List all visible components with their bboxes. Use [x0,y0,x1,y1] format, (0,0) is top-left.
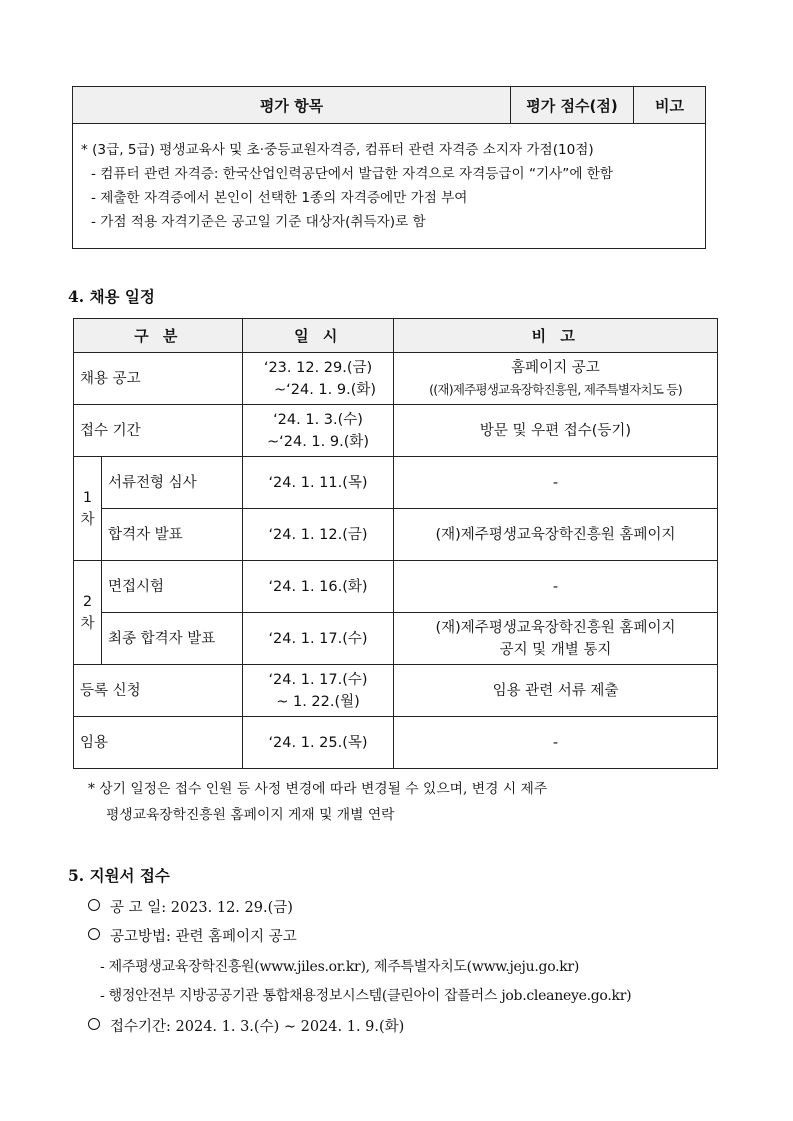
row-date: ‘24. 1. 11.(목) [243,457,394,509]
site-line: - 제주평생교육장학진흥원(www.jiles.or.kr), 제주특별자치도(www.jeju.go.kr) [100,959,580,975]
row-label: 등록 신청 [74,665,243,717]
eval-header-score: 평가 점수(점) [511,87,634,124]
date-line: ‘24. 1. 3.(수) [273,411,363,428]
eval-line: - 컴퓨터 관련 자격증: 한국산업인력공단에서 발급한 자격으로 자격등급이 “기사”에 한함 [91,166,614,182]
eval-bonus-cell [73,124,706,249]
row-label: 면접시험 [102,561,243,613]
row-label: 서류전형 심사 [102,457,243,509]
row-label: 최종 합격자 발표 [102,613,243,665]
row-date: ‘24. 1. 25.(목) [243,717,394,769]
row-date: ‘24. 1. 16.(화) [243,561,394,613]
group-2nd [74,561,102,665]
row-date: ‘24. 1. 17.(수) [243,613,394,665]
row-note: 방문 및 우편 접수(등기) [394,405,718,457]
group-1st [74,457,102,561]
eval-header-item: 평가 항목 [73,87,511,124]
row-label: 임용 [74,717,243,769]
note-line: ((재)제주평생교육장학진흥원, 제주특별자치도 등) [429,381,682,397]
note-line: 홈페이지 공고 [511,359,600,376]
eval-line: - 제출한 자격증에서 본인이 선택한 1종의 자격증에만 가점 부여 [91,190,468,206]
row-note [394,353,718,405]
date-line: ~‘24. 1. 9.(화) [274,381,377,398]
date-line: ‘23. 12. 29.(금) [263,359,373,376]
eval-line: * (3급, 5급) 평생교육사 및 초·중등교원자격증, 컴퓨터 관련 자격증 소지자 가점(10점) [81,142,594,158]
note-line: 공지 및 개별 통지 [499,641,612,658]
group-line: 차 [80,615,95,632]
row-date [243,353,394,405]
date-line: ~‘24. 1. 9.(화) [267,433,370,450]
table-row [74,561,718,613]
group-line: 2 [82,593,93,610]
announce-date [88,896,293,917]
table-row [74,457,718,509]
section-4-title: 4. 채용 일정 [68,287,155,306]
group-line: 1 [82,489,93,506]
announce-method-text: 공고방법: 관련 홈페이지 공고 [110,929,297,945]
eval-line: - 가점 적용 자격기준은 공고일 기준 대상자(취득자)로 함 [91,214,426,230]
date-line: ‘24. 1. 17.(수) [268,671,368,688]
row-note: - [394,457,718,509]
announce-date-text: 공 고 일: 2023. 12. 29.(금) [110,900,293,916]
group-line: 차 [80,511,95,528]
footnote-line: 평생교육장학진흥원 홈페이지 게재 및 개별 연락 [106,807,395,823]
schedule-header-date: 일 시 [243,319,394,353]
schedule-header-note: 비 고 [394,319,718,353]
row-label: 접수 기간 [74,405,243,457]
row-date: ‘24. 1. 12.(금) [243,509,394,561]
date-line: ~ 1. 22.(월) [276,693,360,710]
schedule-table [73,318,718,769]
section-5-title: 5. 지원서 접수 [68,866,170,885]
table-row [74,613,718,665]
row-date [243,665,394,717]
application-period [88,1015,404,1036]
evaluation-table [72,86,706,249]
table-row [74,717,718,769]
table-row [74,509,718,561]
row-note: 임용 관련 서류 제출 [394,665,718,717]
footnote-line: * 상기 일정은 접수 인원 등 사정 변경에 따라 변경될 수 있으며, 변경 시 제주 [88,781,548,797]
circle-bullet-icon [88,928,100,940]
eval-header-note: 비고 [634,87,706,124]
row-date [243,405,394,457]
announce-method [88,925,297,946]
table-row [74,405,718,457]
row-note [394,613,718,665]
row-note: (재)제주평생교육장학진흥원 홈페이지 [394,509,718,561]
row-note: - [394,561,718,613]
site-line: - 행정안전부 지방공공기관 통합채용정보시스템(클린아이 잡플러스 job.cleaneye.go.kr) [100,988,632,1004]
circle-bullet-icon [88,1018,100,1030]
note-line: (재)제주평생교육장학진흥원 홈페이지 [435,619,676,636]
application-period-text: 접수기간: 2024. 1. 3.(수) ∼ 2024. 1. 9.(화) [110,1019,405,1035]
circle-bullet-icon [88,899,100,911]
row-note: - [394,717,718,769]
table-row [74,353,718,405]
table-row [74,665,718,717]
schedule-footnote [88,776,718,828]
row-label: 채용 공고 [74,353,243,405]
row-label: 합격자 발표 [102,509,243,561]
schedule-header-category: 구 분 [74,319,243,353]
